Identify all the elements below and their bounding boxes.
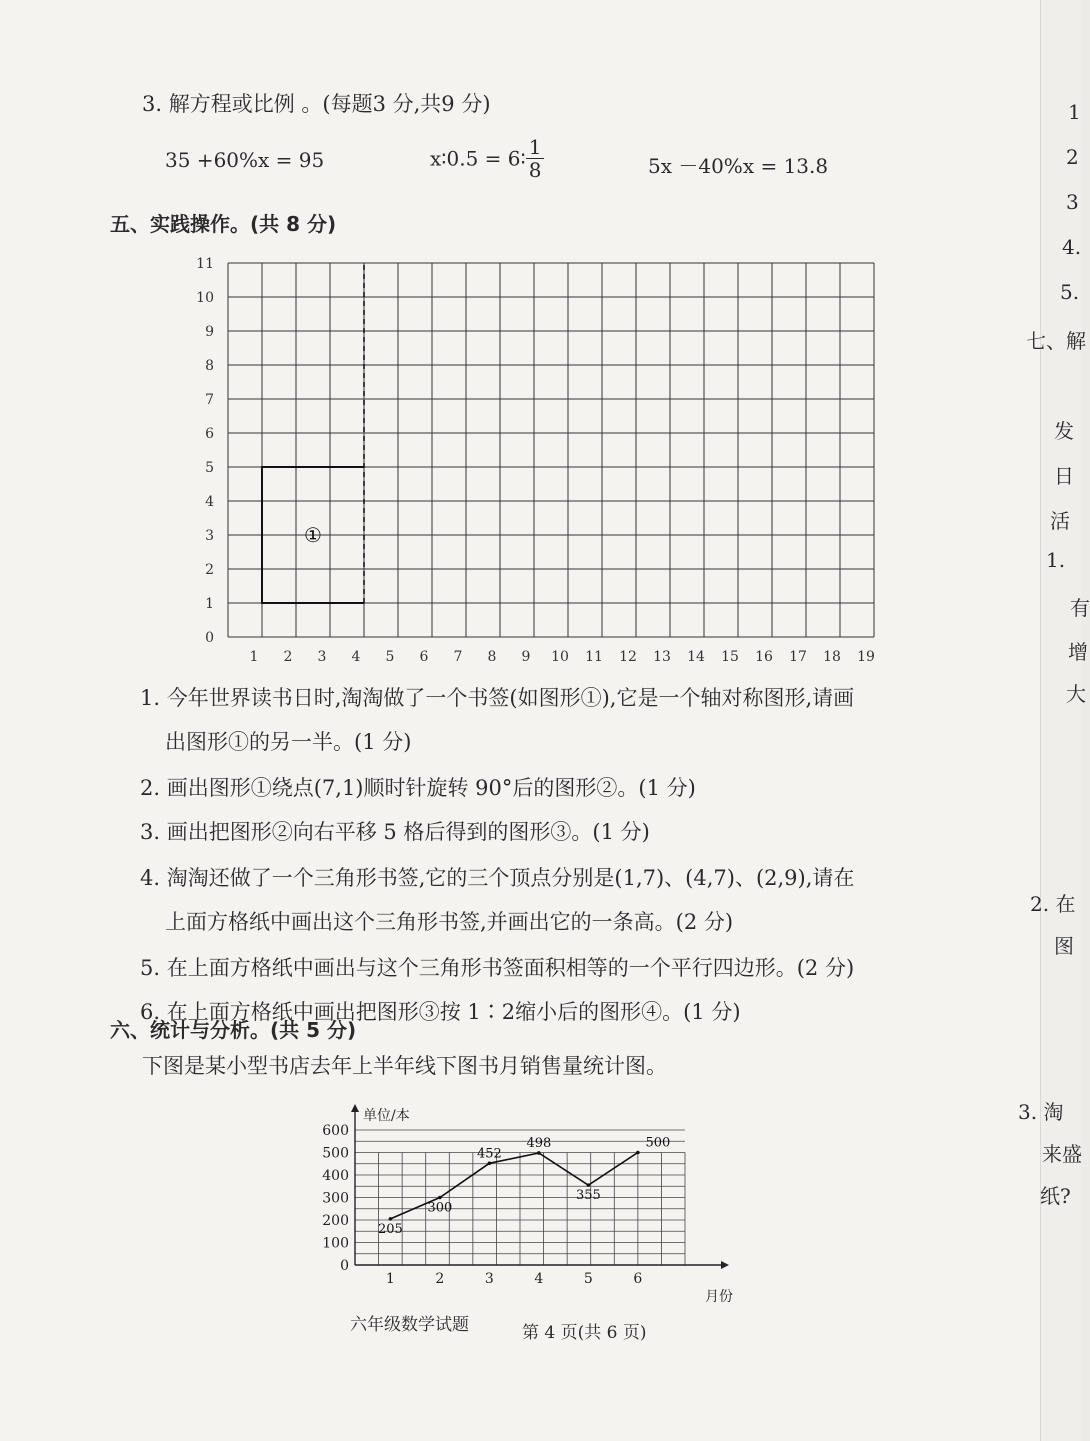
- section5-heading: 五、实践操作。(共 8 分): [110, 212, 337, 236]
- x-tick-label: 16: [755, 649, 773, 665]
- next-page-fragment: 来盛: [1042, 1142, 1082, 1166]
- chart-y-tick-label: 200: [322, 1213, 349, 1229]
- sales-point: [488, 1162, 492, 1166]
- chart-y-axis-label: 单位/本: [363, 1108, 410, 1124]
- x-tick-label: 7: [453, 649, 463, 665]
- sales-data-label: 300: [427, 1200, 453, 1216]
- x-tick-label: 3: [317, 649, 327, 665]
- chart-y-tick-label: 500: [322, 1145, 349, 1162]
- y-tick-label: 5: [205, 460, 214, 476]
- y-tick-label: 2: [205, 562, 214, 578]
- chart-x-tick-label: 5: [583, 1271, 593, 1287]
- x-tick-label: 5: [385, 649, 395, 665]
- next-page-fragment: 3: [1066, 190, 1079, 214]
- question-4-line-2: 上面方格纸中画出这个三角形书签,并画出它的一条高。(2 分): [165, 910, 734, 934]
- y-tick-label: 0: [205, 630, 214, 646]
- chart-x-tick-label: 6: [633, 1271, 643, 1287]
- x-tick-label: 13: [653, 649, 671, 665]
- x-tick-label: 17: [789, 649, 807, 665]
- chart-y-tick-label: 0: [340, 1258, 349, 1274]
- x-tick-label: 9: [521, 649, 531, 665]
- x-tick-label: 12: [619, 649, 637, 665]
- chart-x-tick-label: 2: [435, 1271, 445, 1287]
- fraction-numerator: 1: [526, 136, 545, 159]
- sales-data-label: 452: [476, 1146, 502, 1162]
- chart-x-axis-label: 月份: [705, 1289, 733, 1305]
- equation-1: 35 +60%x = 95: [165, 148, 325, 172]
- chart-x-tick-label: 1: [385, 1271, 395, 1287]
- section3-heading: 3. 解方程或比例 。(每题3 分,共9 分): [142, 92, 491, 116]
- x-tick-label: 6: [419, 649, 429, 665]
- chart-x-tick-label: 3: [484, 1271, 494, 1287]
- footer-page: 第 4 页(共 6 页): [522, 1323, 647, 1343]
- line-chart: [310, 1100, 750, 1315]
- next-page-fragment: 七、解: [1026, 329, 1086, 353]
- next-page-fragment: 纸?: [1040, 1184, 1071, 1208]
- sales-data-label: 500: [645, 1135, 671, 1151]
- sales-data-label: 205: [377, 1221, 403, 1237]
- next-page-fragment: 2. 在: [1030, 892, 1076, 916]
- sales-point: [438, 1196, 442, 1200]
- next-page-fragment: 发: [1054, 419, 1074, 443]
- question-4-line-1: 4. 淘淘还做了一个三角形书签,它的三个顶点分别是(1,7)、(4,7)、(2,9),请在: [140, 866, 855, 890]
- sales-point: [587, 1183, 591, 1187]
- y-tick-label: 10: [196, 290, 214, 306]
- question-3: 3. 画出把图形②向右平移 5 格后得到的图形③。(1 分): [140, 820, 650, 844]
- next-page-fragment: 日: [1054, 464, 1074, 488]
- next-page-fragment: 1.: [1046, 548, 1066, 572]
- next-page-fragment: 增: [1068, 640, 1088, 664]
- question-2: 2. 画出图形①绕点(7,1)顺时针旋转 90°后的图形②。(1 分): [140, 776, 696, 800]
- grid-paper[interactable]: [190, 245, 910, 680]
- next-page-fragment: 大: [1066, 682, 1086, 706]
- chart-y-tick-label: 400: [322, 1168, 349, 1184]
- question-6: 6. 在上面方格纸中画出把图形③按 1∶2缩小后的图形④。(1 分): [140, 1000, 741, 1024]
- next-page-fragment: 活: [1050, 509, 1070, 533]
- next-page-fragment: 5.: [1060, 280, 1080, 304]
- x-tick-label: 10: [551, 649, 569, 665]
- next-page-fragment: 有: [1070, 596, 1090, 620]
- shape-1-label: ①: [304, 523, 322, 547]
- x-tick-label: 15: [721, 649, 739, 665]
- question-1-line-2: 出图形①的另一半。(1 分): [165, 730, 412, 754]
- question-5: 5. 在上面方格纸中画出与这个三角形书签面积相等的一个平行四边形。(2 分): [140, 956, 855, 980]
- sales-point: [636, 1151, 640, 1155]
- section6-heading: 六、统计与分析。(共 5 分): [110, 1018, 357, 1042]
- next-page-fragment: 1: [1068, 100, 1081, 124]
- x-tick-label: 1: [249, 649, 259, 665]
- y-tick-label: 8: [205, 358, 214, 374]
- equation-2-prefix: x∶0.5 = 6∶: [430, 146, 526, 171]
- next-page-fragment: 2: [1066, 145, 1079, 169]
- equation-2: [430, 136, 544, 181]
- y-tick-label: 4: [205, 494, 214, 510]
- x-tick-label: 4: [351, 649, 361, 665]
- x-tick-label: 19: [857, 649, 875, 665]
- fraction-denominator: 8: [528, 158, 542, 182]
- next-page-fragment: 3. 淘: [1018, 1100, 1064, 1124]
- x-tick-label: 18: [823, 649, 841, 665]
- question-1-line-1: 1. 今年世界读书日时,淘淘做了一个书签(如图形①),它是一个轴对称图形,请画: [140, 686, 855, 710]
- x-axis-arrow: [721, 1261, 729, 1269]
- y-tick-label: 6: [205, 426, 214, 442]
- sales-data-label: 355: [575, 1188, 601, 1204]
- sales-point: [389, 1217, 393, 1221]
- chart-x-tick-label: 4: [534, 1271, 544, 1287]
- next-page-fragment: 图: [1054, 934, 1074, 958]
- x-tick-label: 11: [585, 649, 603, 665]
- chart-y-tick-label: 100: [322, 1235, 349, 1252]
- x-tick-label: 14: [687, 649, 705, 665]
- sales-data-label: 498: [526, 1135, 552, 1151]
- equation-3: 5x －40%x = 13.8: [648, 154, 829, 178]
- next-page-fragment: 4.: [1062, 235, 1082, 259]
- next-page-edge: [1040, 0, 1090, 1441]
- y-tick-label: 11: [196, 256, 214, 272]
- chart-y-tick-label: 600: [322, 1123, 349, 1139]
- y-tick-label: 3: [205, 528, 214, 544]
- x-tick-label: 8: [487, 649, 497, 665]
- y-tick-label: 9: [205, 324, 214, 340]
- section6-intro: 下图是某小型书店去年上半年线下图书月销售量统计图。: [142, 1054, 667, 1078]
- footer-subject: 六年级数学试题: [350, 1315, 469, 1335]
- y-axis-arrow: [351, 1104, 359, 1112]
- chart-y-tick-label: 300: [322, 1190, 349, 1207]
- fraction: [526, 136, 545, 181]
- y-tick-label: 7: [205, 392, 214, 408]
- x-tick-label: 2: [283, 649, 293, 665]
- y-tick-label: 1: [205, 596, 214, 612]
- sales-point: [537, 1151, 541, 1155]
